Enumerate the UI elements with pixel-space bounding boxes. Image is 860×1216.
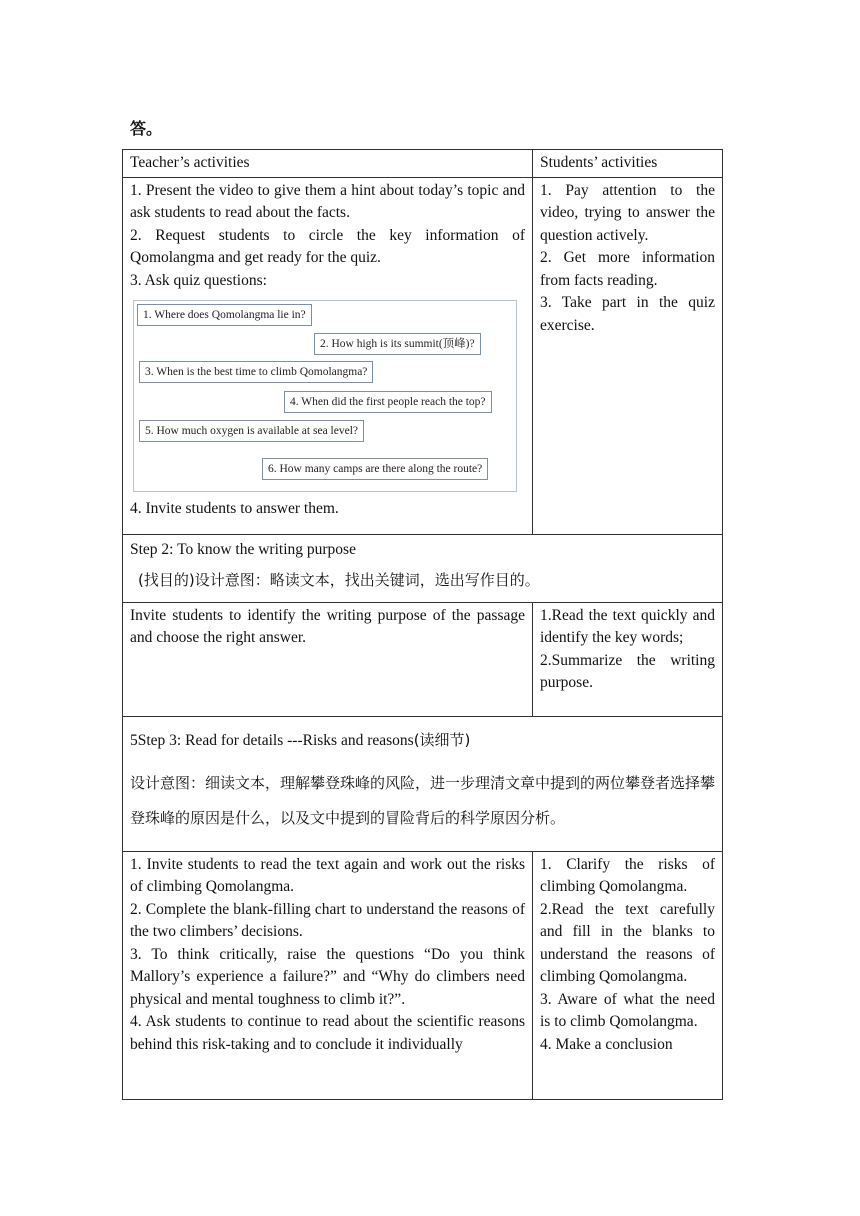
step2-heading-row — [123, 534, 723, 602]
quiz-image — [133, 300, 517, 492]
step3-students-cell — [533, 851, 723, 1099]
step3-student-item: 4. Make a conclusion — [540, 1035, 673, 1053]
step2-row — [123, 602, 723, 716]
quiz-question: 6. How many camps are there along the route? — [262, 458, 488, 480]
quiz-question: 2. How high is its summit(顶峰)? — [314, 333, 481, 355]
lead-text: 答。 — [130, 119, 163, 138]
quiz-question: 5. How much oxygen is available at sea level? — [139, 420, 364, 442]
block1-teacher-item: 4. Invite students to answer them. — [130, 500, 339, 517]
step3-student-item: 3. Aware of what the need is to climb Qomolangma. — [540, 990, 715, 1030]
step2-intent: (找目的)设计意图：略读文本，找出关键词，选出写作目的。 — [138, 571, 540, 589]
step2-students-cell — [533, 602, 723, 716]
step3-intent: 设计意图：细读文本，理解攀登珠峰的风险，进一步理清文章中提到的两位攀登者选择攀登珠峰的原因是什么，以及文中提到的冒险背后的科学原因分析。 — [130, 774, 716, 827]
step2-teacher-cell: Invite students to identify the writing purpose of the passage and choose the right answer. — [123, 602, 533, 716]
step3-title-cn: (读细节) — [413, 730, 471, 749]
block1-row — [123, 177, 723, 534]
step3-title-en: 5Step 3: Read for details ---Risks and reasons — [130, 731, 414, 749]
block1-students-cell — [533, 177, 723, 534]
block1-student-item: 3. Take part in the quiz exercise. — [540, 294, 715, 334]
step3-row — [123, 851, 723, 1099]
quiz-question: 1. Where does Qomolangma lie in? — [137, 304, 312, 326]
step2-student-item: 2.Summarize the writing purpose. — [540, 651, 715, 691]
step2-student-item: 1.Read the text quickly and identify the key words; — [540, 606, 715, 646]
block1-teacher-item: 3. Ask quiz questions: — [130, 271, 267, 289]
header-row — [123, 150, 723, 178]
step3-heading-cell — [123, 716, 723, 851]
step3-teacher-item: 3. To think critically, raise the questions “Do you think Mallory’s experience a failure?” and “Why do climbers need physical and mental toughness to climb it?”. — [130, 945, 525, 1008]
step3-title — [130, 729, 715, 753]
step3-teacher-item: 1. Invite students to read the text again and work out the risks of climbing Qomolangma. — [130, 855, 525, 895]
step3-teacher-item: 2. Complete the blank-filling chart to understand the reasons of the two climbers’ decisions. — [130, 900, 525, 940]
step3-heading-row — [123, 716, 723, 851]
step3-student-item: 2.Read the text carefully and fill in the blanks to understand the reasons of climbing Qomolangma. — [540, 900, 715, 985]
teacher-activities-header: Teacher’s activities — [123, 150, 533, 178]
block1-teacher-item: 1. Present the video to give them a hint about today’s topic and ask students to read about the facts. — [130, 181, 525, 221]
quiz-question: 4. When did the first people reach the top? — [284, 391, 492, 413]
block1-student-item: 2. Get more information from facts reading. — [540, 249, 715, 289]
step3-student-item: 1. Clarify the risks of climbing Qomolangma. — [540, 855, 715, 895]
step2-title: Step 2: To know the writing purpose — [130, 540, 356, 558]
step3-teacher-item: 4. Ask students to continue to read about the scientific reasons behind this risk-taking and to conclude it individually — [130, 1013, 525, 1053]
step2-heading-cell — [123, 534, 723, 602]
quiz-question: 3. When is the best time to climb Qomolangma? — [139, 361, 373, 383]
students-activities-header: Students’ activities — [533, 150, 723, 178]
block1-student-item: 1. Pay attention to the video, trying to answer the question actively. — [540, 181, 715, 244]
lesson-plan-table — [122, 149, 723, 1100]
step3-teacher-cell — [123, 851, 533, 1099]
block1-teacher-item: 2. Request students to circle the key information of Qomolangma and get ready for the quiz. — [130, 226, 525, 266]
block1-teacher-cell — [123, 177, 533, 534]
